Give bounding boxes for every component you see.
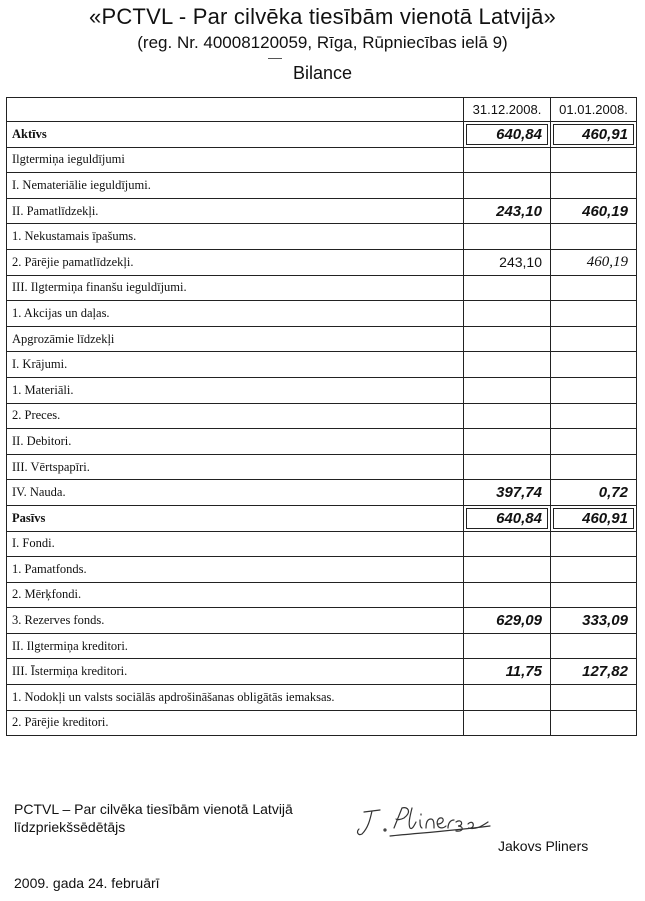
signatory-block [14,800,293,836]
table-row [7,198,637,224]
row-value-2008-end: 243,10 [464,249,551,275]
row-value-2008-start [551,224,637,250]
table-row [7,531,637,557]
row-value-2008-start [551,429,637,455]
table-row [7,326,637,352]
row-value-2008-end [464,275,551,301]
registration-info: (reg. Nr. 40008120059, Rīga, Rūpniecības ielā 9) [137,33,508,52]
row-label: I. Nemateriālie ieguldījumi. [7,173,464,199]
column-header-2008-end: 31.12.2008. [464,98,551,122]
row-label: II. Pamatlīdzekļi. [7,198,464,224]
table-row [7,249,637,275]
row-value-2008-end [464,301,551,327]
row-value-2008-end: 629,09 [464,608,551,634]
document-date: 2009. gada 24. februārī [14,875,160,891]
row-label: 1. Nekustamais īpašums. [7,224,464,250]
row-value-2008-start [551,326,637,352]
document-title: «PCTVL - Par cilvēka tiesībām vienotā Latvijā» [89,4,556,29]
table-row-aktivs [7,122,637,148]
row-value-2008-start: 460,19 [551,198,637,224]
row-value-2008-start: 460,19 [551,249,637,275]
row-value-2008-end [464,377,551,403]
row-label: 2. Pārējie kreditori. [7,710,464,736]
signatory-role: līdzpriekšsēdētājs [14,819,126,835]
row-value-2008-end [464,710,551,736]
document-subtitle: Bilance [292,63,353,83]
handwritten-signature [350,800,510,840]
row-value-2008-start [551,147,637,173]
table-row-pasivs [7,505,637,531]
table-row [7,403,637,429]
row-value-2008-start: 333,09 [551,608,637,634]
table-row [7,685,637,711]
row-value-2008-end: 397,74 [464,480,551,506]
row-value-2008-start [551,275,637,301]
row-value-2008-start [551,710,637,736]
row-value-2008-start [551,557,637,583]
row-label: I. Fondi. [7,531,464,557]
row-value-2008-end: 640,84 [464,122,551,148]
balance-sheet-table [6,97,637,736]
row-value-2008-end [464,582,551,608]
row-label: 2. Pārējie pamatlīdzekļi. [7,249,464,275]
row-value-2008-end: 243,10 [464,198,551,224]
row-label: Ilgtermiņa ieguldījumi [7,147,464,173]
row-label: I. Krājumi. [7,352,464,378]
row-value-2008-end [464,633,551,659]
row-value-2008-start [551,582,637,608]
row-value-2008-start [551,633,637,659]
table-row [7,557,637,583]
table-row [7,454,637,480]
table-row [7,377,637,403]
row-label: 1. Nodokļi un valsts sociālās apdrošināšanas obligātās iemaksas. [7,685,464,711]
row-value-2008-end [464,429,551,455]
row-value-2008-end: 640,84 [464,505,551,531]
row-value-2008-start [551,685,637,711]
row-value-2008-start: 460,91 [551,505,637,531]
row-label: 1. Akcijas un daļas. [7,301,464,327]
row-value-2008-start [551,301,637,327]
column-header-2008-start: 01.01.2008. [551,98,637,122]
row-label: 1. Pamatfonds. [7,557,464,583]
row-value-2008-start [551,173,637,199]
table-row [7,608,637,634]
row-label: IV. Nauda. [7,480,464,506]
row-label: 1. Materiāli. [7,377,464,403]
row-value-2008-end: 11,75 [464,659,551,685]
row-value-2008-end [464,173,551,199]
row-value-2008-start: 460,91 [551,122,637,148]
row-value-2008-end [464,326,551,352]
table-row [7,147,637,173]
row-value-2008-end [464,685,551,711]
row-label: Aktīvs [7,122,464,148]
row-value-2008-start [551,531,637,557]
row-value-2008-end [464,454,551,480]
table-row [7,582,637,608]
row-value-2008-end [464,224,551,250]
row-label: II. Debitori. [7,429,464,455]
row-value-2008-end [464,403,551,429]
organization-name: PCTVL – Par cilvēka tiesībām vienotā Latvijā [14,801,293,817]
row-value-2008-start [551,352,637,378]
table-header-row [7,98,637,122]
row-value-2008-end [464,531,551,557]
row-label: III. Ilgtermiņa finanšu ieguldījumi. [7,275,464,301]
signatory-name: Jakovs Pliners [498,838,589,854]
row-value-2008-end [464,147,551,173]
decorative-dash [268,58,282,59]
table-row [7,659,637,685]
row-value-2008-start: 0,72 [551,480,637,506]
row-label: 3. Rezerves fonds. [7,608,464,634]
table-row [7,224,637,250]
row-value-2008-start [551,403,637,429]
table-row [7,633,637,659]
row-value-2008-start [551,454,637,480]
table-row [7,275,637,301]
row-label: 2. Preces. [7,403,464,429]
row-value-2008-end [464,557,551,583]
row-label: III. Vērtspapīri. [7,454,464,480]
table-row [7,352,637,378]
header-blank-cell [7,98,464,122]
row-label: III. Īstermiņa kreditori. [7,659,464,685]
table-row [7,173,637,199]
row-value-2008-start: 127,82 [551,659,637,685]
row-value-2008-start [551,377,637,403]
table-row [7,429,637,455]
row-value-2008-end [464,352,551,378]
table-row [7,480,637,506]
table-row [7,710,637,736]
row-label: II. Ilgtermiņa kreditori. [7,633,464,659]
row-label: Pasīvs [7,505,464,531]
row-label: Apgrozāmie līdzekļi [7,326,464,352]
table-row [7,301,637,327]
row-label: 2. Mērķfondi. [7,582,464,608]
